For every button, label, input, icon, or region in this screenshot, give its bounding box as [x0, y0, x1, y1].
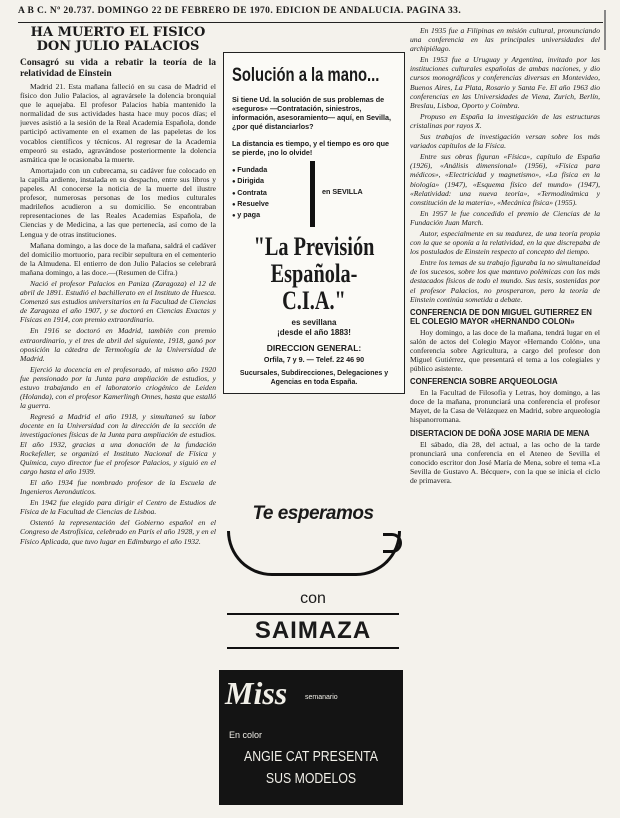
- ad-address: Orfila, 7 y 9. — Telef. 22 46 90: [263, 355, 365, 364]
- list-item: ● Resuelve: [232, 199, 404, 210]
- ad-brand: Miss: [225, 675, 288, 711]
- ad-question: Si tiene Ud. la solución de sus problemas de «seguros» —Contratación, siniestros, información, asesoramiento— aquí, en Sevilla, ¿por qué distanciarlos?: [232, 95, 391, 131]
- article-paragraph: Sus trabajos de investigación versan sobre los más variados capítulos de la Física.: [410, 132, 600, 151]
- article-paragraph: En 1935 fue a Filipinas en misión cultural, pronunciando una conferencia en las principales universidades del archipiélago.: [410, 26, 600, 54]
- cup-handle-icon: [383, 533, 402, 553]
- bio-paragraph: En 1916 se doctoró en Madrid, también con premio extraordinario, y el tres de abril del siguiente, 1918, ganó por oposición la cátedra de Termología de la Universidad de Madrid.: [20, 326, 216, 363]
- ad-brand: SAIMAZA: [227, 613, 399, 649]
- saimaza-ad: [223, 493, 403, 653]
- ad-feature-list: [232, 165, 404, 227]
- notice-text: El sábado, día 28, del actual, a las ocho de la tarde pronunciará una conferencia en el Ateneo de Sevilla el conocido escritor don José María de Mena, sobre el tema «La Sevilla de Gustavo A. Bécquer», con la que se inicia el ciclo de primavera.: [410, 439, 600, 485]
- notice-text: Hoy domingo, a las doce de la mañana, tendrá lugar en el salón de actos del Colegio Mayor «Hernando Colón», una conferencia sobre Agricultura, a cargo del profesor don Miguel Gutiérrez, que presentará el tema a los colegiales y público asistente.: [410, 327, 600, 374]
- list-item: ● Fundada: [232, 165, 404, 176]
- article-subhead: Consagró su vida a rebatir la teoría de la relatividad de Einstein: [20, 58, 216, 79]
- article-paragraph: Mañana domingo, a las doce de la mañana, saldrá el cadáver del domicilio mortuorio, para recibir sepultura en el cementerio de la Almudena. El entierro de don Julio Palacios se celebrará mañana domingo, a las doce.—(Resumen de Cifra.): [20, 240, 216, 277]
- article-column-left: [20, 26, 216, 811]
- list-item: ● Dirigida: [232, 176, 404, 187]
- bio-paragraph: Regresó a Madrid el año 1918, y simultaneó su labor docente en la Universidad con la dirección de la sección de investigaciones físicas de la Junta para ampliación de estudios. El año 1932, gracias a una donación de la fundación Rockefeller, se organizó el Instituto Nacional de Física y Química, cuyo director fue el profesor Palacios, y siguió en el cargo hasta el año 1939.: [20, 412, 216, 476]
- bio-paragraph: Ejerció la docencia en el profesorado, al mismo año 1920 fue pensionado por la Junta para ampliación de estudios, y estuvo trabajando en el laboratorio criogénico de Leiden (Holanda), con el profesor Kamerlingh Onnes, hasta que estalló la guerra.: [20, 364, 216, 411]
- coffee-cup-icon: [227, 531, 401, 576]
- ad-brand: "La Previsión Española-C.I.A.": [253, 232, 375, 315]
- header-rule: [18, 22, 603, 23]
- bio-paragraph: En 1942 fue elegido para dirigir el Centro de Estudios de Física de la Facultad de Ciencias de Lisboa.: [20, 498, 216, 517]
- ad-bracket-bar: [310, 161, 315, 227]
- notice-text: En la Facultad de Filosofía y Letras, hoy domingo, a las doce de la mañana, pronunciará una conferencia el profesor Mayet, de la Casa de Velázquez en Madrid, sobre arqueología hispanorromana.: [410, 388, 600, 425]
- article-paragraph: En 1957 le fue concedido el premio de Ciencias de la Fundación Juan March.: [410, 208, 600, 227]
- article-column-right: [410, 26, 600, 811]
- article-headline: HA MUERTO EL FISICO DON JULIO PALACIOS: [30, 26, 206, 54]
- ad-slogan: Te esperamos: [252, 503, 374, 524]
- ad-line-1: ANGIE CAT PRESENTA: [244, 748, 378, 765]
- ad-line-2: SUS MODELOS: [265, 770, 357, 787]
- bio-paragraph: Nació el profesor Palacios en Paniza (Zaragoza) el 12 de abril de 1891. Estudió el bachillerato en el Instituto de Huesca. Comenzó sus estudios universitarios en la Facultad de Ciencias de Zaragoza el año 1907, y se doctoró en Ciencias Exactas y Físicas en 1914, con premio extraordinario.: [20, 278, 216, 325]
- page-header: A B C. Nº 20.737. DOMINGO 22 DE FEBRERO DE 1970. EDICION DE ANDALUCIA. PAGINA 33.: [18, 6, 462, 16]
- article-paragraph: Entre sus obras figuran «Física», capítulo de España (1926), «Análisis dimensional» (1956), «Física para médicos», «Electricidad y magnetismo», «La física en la biología» (1947), «Esquema físico del mundo» (1947), «Relatividad: una nueva teoría», «Termodinámica y constitución de la materia», «Mecánica física» (1955).: [410, 152, 600, 207]
- article-paragraph: Madrid 21. Esta mañana falleció en su casa de Madrid el físico don Julio Palacios, al agravársele la dolencia bronquial que le aquejaba. El profesor Palacios había mantenido la normalidad de sus actividades hasta hace muy pocos días; el jueves asistió a la sesión de la Real Academia Española, donde participó activamente en el examen de las papeletas de los vocablos científicos y técnicos. Al regresar de la Academia empeoró su estado, agravándose posteriormente la dolencia asmática que le ocasionaba la muerte.: [20, 82, 216, 164]
- ad-con: con: [300, 590, 326, 607]
- article-paragraph: En 1953 fue a Uruguay y Argentina, invitado por las instituciones culturales españolas de ambas naciones, y dio cursos monográficos y conferencias diversas en Montevideo, Buenos Aires, La Plata, Rosario y Santa Fe. El año 1963 dio conferencias en las Universidades de Viena, Zurich, Berlín, Breslau, Lisboa, Oporto y Coimbra.: [410, 55, 600, 110]
- bio-paragraph: Ostentó la representación del Gobierno español en el Congreso de Astrofísica, celebrado en París el año 1928, y en el Físico Aplicada, que tuvo lugar en Edimburgo el año 1932.: [20, 518, 216, 546]
- page-edge-mark: [604, 10, 606, 50]
- notice-title: CONFERENCIA SOBRE ARQUEOLOGIA: [410, 377, 558, 387]
- article-paragraph: Amortajado con un cubrecama, su cadáver fue colocado en la capilla ardiente, instalada en su despacho, entre sus libros y papeles. Al conocerse la noticia de la muerte del ilustre profesor, numerosas personas de los medios culturales madrileños acudieron a su domicilio. Se encontraban representaciones de las Reales Academias Española, de Ciencias y de Medicina, a las que pertenecía, así como de la Lengua y de otras instituciones.: [20, 165, 216, 239]
- notice-title: DISERTACION DE DOÑA JOSE MARIA DE MENA: [410, 428, 590, 438]
- ad-sevillana: es sevillana: [291, 318, 337, 327]
- ad-year: ¡desde el año 1883!: [277, 328, 351, 337]
- bio-paragraph: El año 1934 fue nombrado profesor de la Escuela de Ingenieros Aeronáuticos.: [20, 477, 216, 497]
- article-paragraph: Entre los temas de su trabajo figuraba la no simultaneidad de los sucesos, sobre los que mantuvo polémicas con los más destacados físicos de todo el mundo. Sus tesis, sostenidas por el profesor Palacios, no prosperaron, pero la teoría de Einstein continúa sometida a debate.: [410, 258, 600, 304]
- ad-direction-label: DIRECCION GENERAL:: [266, 343, 362, 353]
- ad-weekly: semanario: [305, 694, 338, 701]
- ad-title: Solución a la mano...: [232, 65, 380, 86]
- list-item: ● y paga: [232, 210, 404, 221]
- notice-title: CONFERENCIA DE DON MIGUEL GUTIERREZ EN EL COLEGIO MAYOR «HERNANDO COLON»: [410, 307, 592, 326]
- miss-ad: [219, 670, 403, 805]
- prevision-ad: [223, 52, 405, 394]
- ad-in-color: En color: [229, 730, 263, 740]
- article-paragraph: Propuso en España la investigación de las estructuras cristalinas por rayos X.: [410, 111, 600, 130]
- ad-city: en SEVILLA: [322, 187, 363, 196]
- ad-branches: Sucursales, Subdirecciones, Delegaciones y Agencias en toda España.: [239, 370, 389, 386]
- article-paragraph: Autor, especialmente en su madurez, de una teoría propia con la que se oponía a la relatividad, en la que discrepaba de los postulados de Einstein respecto al concepto del tiempo.: [410, 228, 600, 257]
- list-item: ● Contrata: [232, 188, 404, 199]
- ad-distance-text: La distancia es tiempo, y el tiempo es oro que se pierde, ¡no lo olvide!: [232, 139, 389, 157]
